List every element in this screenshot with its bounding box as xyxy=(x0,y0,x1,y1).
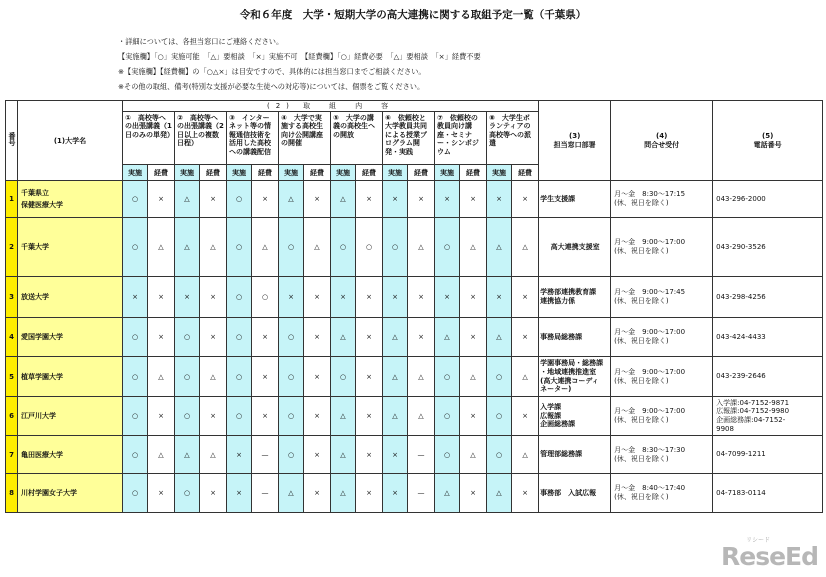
impl-mark: ○ xyxy=(279,318,304,357)
cost-mark: × xyxy=(356,436,383,474)
university-name: 千葉大学 xyxy=(18,218,123,277)
cost-mark: × xyxy=(200,397,227,436)
note-line: ※【実施欄】【経費欄】の「○△×」は目安ですので、具体的には担当窓口までご相談ください。 xyxy=(118,67,426,76)
cost-mark: △ xyxy=(200,218,227,277)
row-number: 1 xyxy=(6,181,18,218)
contact-dept: 学生支援課 xyxy=(539,181,611,218)
cost-mark: × xyxy=(252,181,279,218)
row-number: 5 xyxy=(6,357,18,397)
phone-number: 043-290-3526 xyxy=(713,218,823,277)
cost-mark: △ xyxy=(148,218,175,277)
university-name: 放送大学 xyxy=(18,277,123,318)
hours-header-label: 問合せ受付 xyxy=(644,140,680,149)
cost-mark: × xyxy=(304,397,331,436)
cost-mark: × xyxy=(512,397,539,436)
impl-mark: ○ xyxy=(487,436,512,474)
contact-hours: 月～金 9:00～17:00 (休、祝日を除く) xyxy=(611,397,713,436)
impl-mark: × xyxy=(175,277,200,318)
impl-mark: × xyxy=(383,277,408,318)
impl-mark: ○ xyxy=(279,218,304,277)
phone-header-label: 電話番号 xyxy=(753,140,782,149)
cost-mark: × xyxy=(460,318,487,357)
cost-mark: — xyxy=(252,436,279,474)
hours-header-num: (4) xyxy=(656,131,668,140)
impl-mark: ○ xyxy=(227,397,252,436)
cost-mark: × xyxy=(148,277,175,318)
cost-mark: × xyxy=(304,181,331,218)
cost-mark: × xyxy=(512,474,539,513)
cost-mark: × xyxy=(408,277,435,318)
cost-subheader: 経費 xyxy=(356,165,383,181)
impl-mark: △ xyxy=(279,181,304,218)
cost-mark: × xyxy=(304,357,331,397)
table-row xyxy=(6,357,823,397)
cost-mark: △ xyxy=(460,218,487,277)
impl-mark: ○ xyxy=(279,436,304,474)
dept-header-num: (3) xyxy=(569,131,581,140)
cost-mark: × xyxy=(148,318,175,357)
impl-mark: ○ xyxy=(227,218,252,277)
impl-subheader: 実施 xyxy=(435,165,460,181)
table-row xyxy=(6,318,823,357)
table-row xyxy=(6,436,823,474)
cost-subheader: 経費 xyxy=(252,165,279,181)
impl-mark: ○ xyxy=(487,397,512,436)
table-row xyxy=(6,218,823,277)
impl-mark: △ xyxy=(331,397,356,436)
table-row xyxy=(6,277,823,318)
cost-mark: × xyxy=(200,277,227,318)
impl-mark: ○ xyxy=(435,357,460,397)
row-number: 6 xyxy=(6,397,18,436)
impl-mark: × xyxy=(435,181,460,218)
phone-number: 入学課:04-7152-9871 広報課:04-7152-9980 企画総務課:04-7152- 9908 xyxy=(713,397,823,436)
impl-mark: △ xyxy=(487,218,512,277)
impl-mark: △ xyxy=(487,318,512,357)
contact-hours: 月～金 9:00～17:45 (休、祝日を除く) xyxy=(611,277,713,318)
impl-mark: × xyxy=(227,436,252,474)
cost-mark: ○ xyxy=(252,277,279,318)
activity-header-1: ① 高校等への出張講義（1日のみの単発） xyxy=(123,112,175,165)
number-header-text: 番号 xyxy=(8,132,16,146)
cost-mark: — xyxy=(252,474,279,513)
cost-mark: × xyxy=(356,397,383,436)
cost-mark: △ xyxy=(408,218,435,277)
row-number: 7 xyxy=(6,436,18,474)
cost-mark: △ xyxy=(460,357,487,397)
impl-mark: ○ xyxy=(487,357,512,397)
university-name: 亀田医療大学 xyxy=(18,436,123,474)
cost-mark: △ xyxy=(200,436,227,474)
row-number: 2 xyxy=(6,218,18,277)
note-line: ・詳細については、各担当窓口にご連絡ください。 xyxy=(118,37,284,46)
impl-mark: △ xyxy=(175,436,200,474)
contact-hours: 月～金 9:00～17:00 (休、祝日を除く) xyxy=(611,318,713,357)
number-header xyxy=(6,101,18,181)
impl-mark: × xyxy=(487,277,512,318)
row-number: 3 xyxy=(6,277,18,318)
impl-subheader: 実施 xyxy=(487,165,512,181)
activity-header-2: ② 高校等への出張講義（2日以上の複数日程） xyxy=(175,112,227,165)
impl-mark: △ xyxy=(175,218,200,277)
cost-mark: × xyxy=(200,474,227,513)
phone-number: 043-296-2000 xyxy=(713,181,823,218)
impl-mark: ○ xyxy=(123,318,148,357)
cost-mark: × xyxy=(304,436,331,474)
impl-mark: ○ xyxy=(331,218,356,277)
reseed-logo xyxy=(718,535,818,571)
cost-mark: × xyxy=(356,357,383,397)
phone-number: 043-239-2646 xyxy=(713,357,823,397)
row-number: 4 xyxy=(6,318,18,357)
impl-mark: ○ xyxy=(175,318,200,357)
impl-mark: × xyxy=(331,277,356,318)
table-row xyxy=(6,181,823,218)
cost-mark: △ xyxy=(148,436,175,474)
phone-number: 04-7183-0114 xyxy=(713,474,823,513)
impl-subheader: 実施 xyxy=(227,165,252,181)
cost-mark: ○ xyxy=(356,218,383,277)
contact-dept: 事務部 入試広報 xyxy=(539,474,611,513)
cost-mark: × xyxy=(460,277,487,318)
impl-mark: ○ xyxy=(227,357,252,397)
impl-mark: ○ xyxy=(123,218,148,277)
impl-mark: × xyxy=(435,277,460,318)
cost-mark: × xyxy=(148,181,175,218)
impl-mark: ○ xyxy=(123,397,148,436)
impl-mark: △ xyxy=(487,474,512,513)
impl-mark: ○ xyxy=(383,218,408,277)
activity-header-8: ⑧ 大学生ボランティアの高校等への派遣 xyxy=(487,112,539,165)
impl-mark: △ xyxy=(279,474,304,513)
activities-group-header: (2) 取 組 内 容 xyxy=(123,101,539,112)
impl-mark: △ xyxy=(383,357,408,397)
impl-mark: ○ xyxy=(435,397,460,436)
impl-subheader: 実施 xyxy=(331,165,356,181)
cost-mark: × xyxy=(304,318,331,357)
impl-mark: △ xyxy=(435,318,460,357)
cost-mark: △ xyxy=(148,357,175,397)
contact-dept: 入学課 広報課 企画総務課 xyxy=(539,397,611,436)
impl-subheader: 実施 xyxy=(383,165,408,181)
logo-ruby: リシード xyxy=(745,537,770,544)
impl-mark: ○ xyxy=(435,436,460,474)
dept-header xyxy=(539,101,611,181)
page-title: 令和６年度 大学・短期大学の高大連携に関する取組予定一覧（千葉県） xyxy=(239,9,587,21)
impl-mark: △ xyxy=(331,318,356,357)
impl-mark: × xyxy=(383,474,408,513)
impl-mark: ○ xyxy=(279,357,304,397)
cost-mark: × xyxy=(460,474,487,513)
impl-mark: △ xyxy=(435,474,460,513)
cost-mark: × xyxy=(148,474,175,513)
contact-dept: 学園事務局・総務課 ・地域連携推進室 (高大連携コーディ ネーター) xyxy=(539,357,611,397)
cost-mark: × xyxy=(512,277,539,318)
university-name: 植草学園大学 xyxy=(18,357,123,397)
note-line: 【実施欄】「○」実施可能 「△」要相談 「×」実施不可 【経費欄】「○」経費必要 「△」要相談 「×」経費不要 xyxy=(118,52,481,61)
impl-mark: × xyxy=(279,277,304,318)
cost-mark: △ xyxy=(512,436,539,474)
cost-mark: × xyxy=(252,318,279,357)
contact-dept: 管理部総務課 xyxy=(539,436,611,474)
impl-mark: ○ xyxy=(227,181,252,218)
cost-mark: — xyxy=(408,436,435,474)
impl-mark: ○ xyxy=(227,318,252,357)
impl-mark: ○ xyxy=(435,218,460,277)
cost-mark: × xyxy=(304,277,331,318)
university-name: 江戸川大学 xyxy=(18,397,123,436)
impl-mark: △ xyxy=(331,474,356,513)
impl-subheader: 実施 xyxy=(279,165,304,181)
contact-hours: 月～金 8:40～17:40 (休、祝日を除く) xyxy=(611,474,713,513)
program-table xyxy=(5,100,823,513)
cost-mark: × xyxy=(356,474,383,513)
phone-number: 043-298-4256 xyxy=(713,277,823,318)
cost-mark: △ xyxy=(200,357,227,397)
cost-mark: × xyxy=(512,181,539,218)
notes xyxy=(118,34,481,94)
cost-mark: × xyxy=(460,181,487,218)
impl-mark: ○ xyxy=(175,474,200,513)
cost-mark: △ xyxy=(460,436,487,474)
cost-subheader: 経費 xyxy=(512,165,539,181)
impl-mark: × xyxy=(487,181,512,218)
activity-header-6: ⑥ 依頼校と大学教員共同による授業プログラム開発・実践 xyxy=(383,112,435,165)
impl-subheader: 実施 xyxy=(123,165,148,181)
hours-header xyxy=(611,101,713,181)
cost-mark: × xyxy=(356,277,383,318)
contact-dept: 学務部連携教育課 連携協力係 xyxy=(539,277,611,318)
note-line: ※その他の取組、備考(特別な支援が必要な生徒への対応等)については、個票をご覧ください。 xyxy=(118,82,425,91)
impl-mark: ○ xyxy=(331,357,356,397)
impl-mark: × xyxy=(383,181,408,218)
impl-mark: △ xyxy=(383,318,408,357)
impl-subheader: 実施 xyxy=(175,165,200,181)
name-header: (1)大学名 xyxy=(18,101,123,181)
contact-dept: 高大連携支援室 xyxy=(539,218,611,277)
impl-mark: × xyxy=(123,277,148,318)
impl-mark: △ xyxy=(175,181,200,218)
cost-subheader: 経費 xyxy=(148,165,175,181)
cost-subheader: 経費 xyxy=(304,165,331,181)
activity-header-7: ⑦ 依頼校の教員向け講座・セミナー・シンポジウム xyxy=(435,112,487,165)
cost-mark: × xyxy=(356,318,383,357)
impl-mark: ○ xyxy=(175,397,200,436)
phone-header-num: (5) xyxy=(762,131,774,140)
impl-mark: × xyxy=(383,436,408,474)
row-number: 8 xyxy=(6,474,18,513)
impl-mark: △ xyxy=(331,181,356,218)
cost-subheader: 経費 xyxy=(460,165,487,181)
impl-mark: × xyxy=(227,474,252,513)
phone-header xyxy=(713,101,823,181)
impl-mark: ○ xyxy=(123,181,148,218)
impl-mark: ○ xyxy=(175,357,200,397)
cost-mark: × xyxy=(356,181,383,218)
cost-mark: × xyxy=(408,318,435,357)
activity-header-4: ④ 大学で実施する高校生向け公開講座の開催 xyxy=(279,112,331,165)
table-row xyxy=(6,474,823,513)
cost-mark: × xyxy=(408,181,435,218)
cost-mark: — xyxy=(408,474,435,513)
activity-header-3: ③ インターネット等の情報通信技術を活用した高校への講義配信 xyxy=(227,112,279,165)
university-name: 千葉県立 保健医療大学 xyxy=(18,181,123,218)
impl-mark: ○ xyxy=(123,474,148,513)
logo-text: ReseEd xyxy=(720,542,818,571)
impl-mark: △ xyxy=(331,436,356,474)
impl-mark: ○ xyxy=(279,397,304,436)
activity-header-5: ⑤ 大学の講義の高校生への開放 xyxy=(331,112,383,165)
contact-hours: 月～金 9:00～17:00 (休、祝日を除く) xyxy=(611,357,713,397)
cost-subheader: 経費 xyxy=(408,165,435,181)
phone-number: 04-7099-1211 xyxy=(713,436,823,474)
impl-mark: △ xyxy=(383,397,408,436)
contact-hours: 月～金 9:00～17:00 (休、祝日を除く) xyxy=(611,218,713,277)
contact-hours: 月～金 8:30～17:30 (休、祝日を除く) xyxy=(611,436,713,474)
cost-mark: △ xyxy=(304,218,331,277)
impl-mark: ○ xyxy=(227,277,252,318)
cost-mark: △ xyxy=(512,218,539,277)
cost-mark: × xyxy=(200,181,227,218)
impl-mark: ○ xyxy=(123,357,148,397)
cost-mark: × xyxy=(460,397,487,436)
university-name: 愛国学園大学 xyxy=(18,318,123,357)
university-name: 川村学園女子大学 xyxy=(18,474,123,513)
dept-header-label: 担当窓口部署 xyxy=(553,140,596,149)
contact-hours: 月～金 8:30～17:15 (休、祝日を除く) xyxy=(611,181,713,218)
cost-mark: × xyxy=(304,474,331,513)
cost-mark: × xyxy=(252,357,279,397)
cost-mark: △ xyxy=(512,357,539,397)
table-row xyxy=(6,397,823,436)
cost-mark: △ xyxy=(252,218,279,277)
phone-number: 043-424-4433 xyxy=(713,318,823,357)
cost-mark: △ xyxy=(408,397,435,436)
contact-dept: 事務局総務課 xyxy=(539,318,611,357)
cost-mark: × xyxy=(252,397,279,436)
cost-mark: × xyxy=(512,318,539,357)
cost-mark: △ xyxy=(408,357,435,397)
cost-mark: × xyxy=(148,397,175,436)
impl-mark: ○ xyxy=(123,436,148,474)
cost-mark: × xyxy=(200,318,227,357)
cost-subheader: 経費 xyxy=(200,165,227,181)
